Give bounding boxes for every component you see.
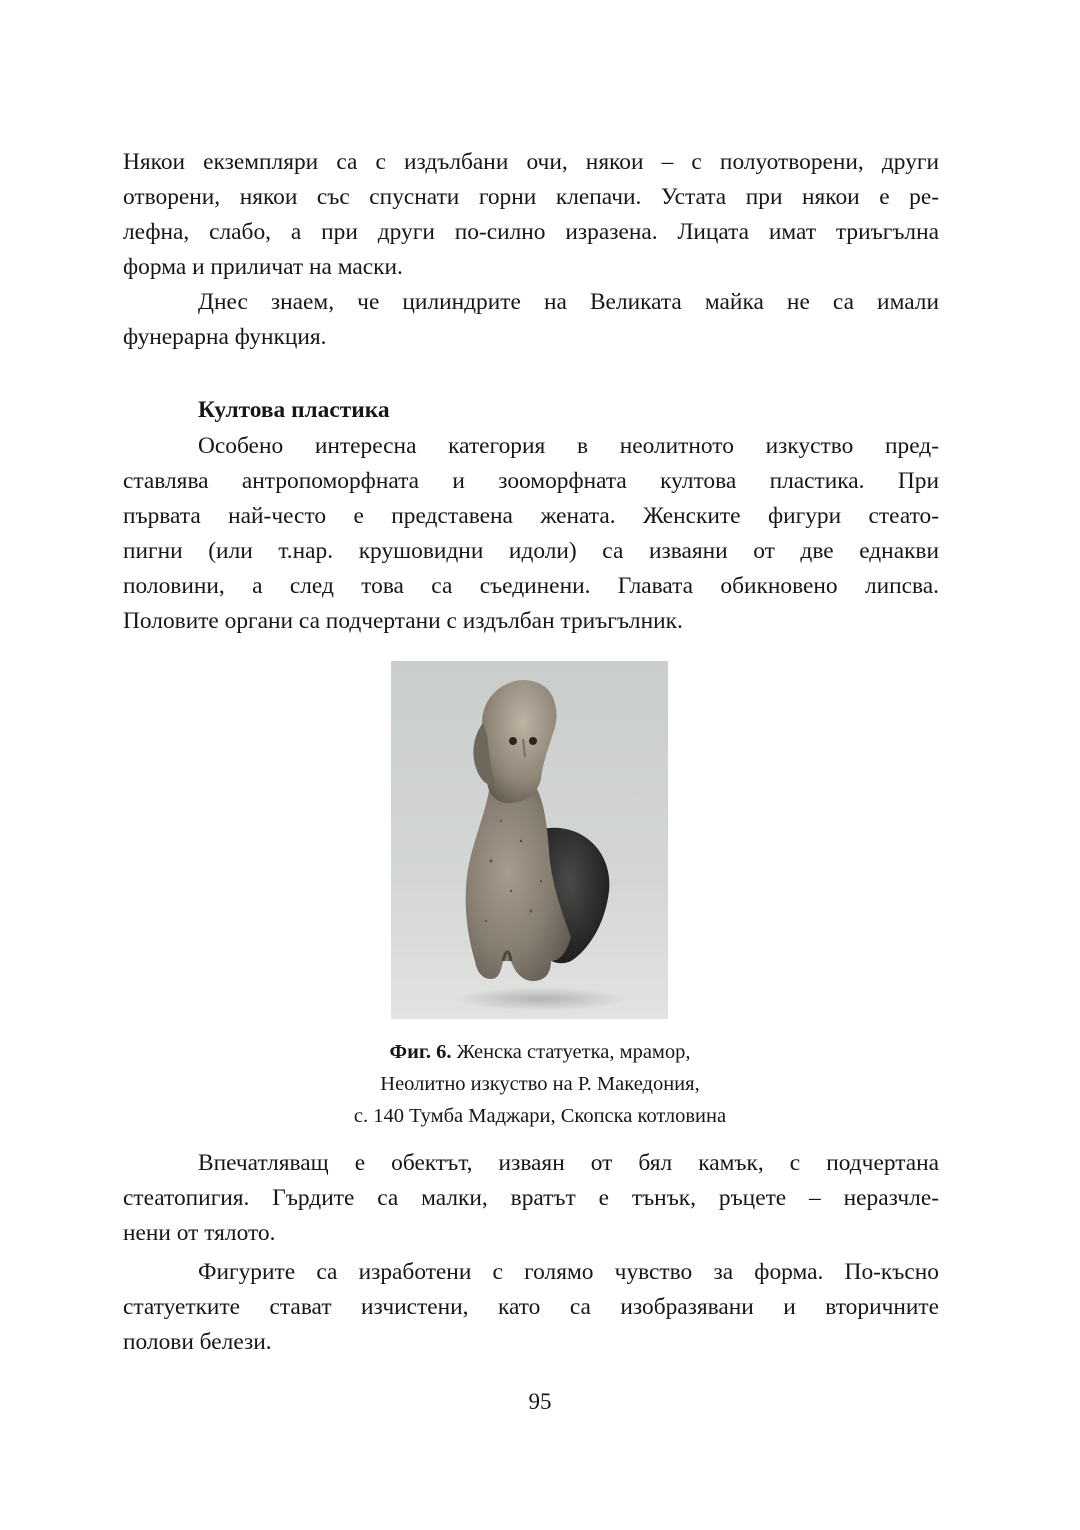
caption-text: Женска статуетка, мрамор,	[456, 1041, 691, 1063]
paragraph-cult-sculpture	[123, 429, 939, 639]
statuette-illustration	[391, 661, 668, 1019]
text-line: Днес знаем, че цилиндрите на Великата майка не са имали	[198, 289, 939, 315]
text-line: Впечатляващ е обектът, изваян от бял камък, с подчертана	[198, 1150, 939, 1176]
text-line: лефна, слабо, а при други по-силно изразена. Лицата имат триъгълна	[123, 219, 939, 245]
caption-line-2: Неолитно изкуство на Р. Македония,	[380, 1073, 700, 1095]
caption-line-3: с. 140 Тумба Маджари, Скопска котловина	[353, 1105, 727, 1127]
text-line: Някои екземпляри са с издълбани очи, някои – с полуотворени, други	[123, 149, 939, 175]
figure-caption	[240, 1036, 840, 1132]
text-line: Фигурите са изработени с голямо чувство за форма. По-късно	[198, 1259, 939, 1285]
text-line: ставлява антропоморфната и зооморфната култова пластика. При	[123, 468, 939, 494]
figure-label: Фиг. 6.	[389, 1041, 452, 1063]
text-line: Половите органи са подчертани с издълбан триъгълник.	[123, 608, 683, 634]
paragraph-white-stone-object	[123, 1146, 939, 1251]
paragraph-figures-form	[123, 1255, 939, 1360]
text-line: форма и приличат на маски.	[123, 254, 403, 280]
caption-line-1	[240, 1036, 840, 1068]
text-line: стеатопигия. Гърдите са малки, вратът е тънък, ръцете – неразчле-	[123, 1185, 939, 1211]
text-line: фунерарна функция.	[123, 324, 327, 350]
page-number: 95	[528, 1389, 552, 1414]
paragraph-cylinders-function	[123, 285, 939, 355]
text-line: полови белези.	[123, 1329, 272, 1355]
text-line: Особено интересна категория в неолитното изкуство пред-	[198, 433, 939, 459]
text-line: статуетките стават изчистени, като са изобразявани и вторичните	[123, 1294, 939, 1320]
text-line: половини, а след това са съединени. Главата обикновено липсва.	[123, 573, 939, 599]
text-line: отворени, някои със спуснати горни клепачи. Устата при някои е ре-	[123, 184, 939, 210]
text-line: нени от тялото.	[123, 1220, 276, 1246]
paragraph-eyes-description	[123, 145, 939, 285]
text-line: първата най-често е представена жената. Женските фигури стеато-	[123, 503, 939, 529]
section-heading: Култова пластика	[198, 397, 390, 423]
text-line: пигни (или т.нар. крушовидни идоли) са изваяни от две еднакви	[123, 538, 939, 564]
statuette-photo	[391, 661, 668, 1019]
